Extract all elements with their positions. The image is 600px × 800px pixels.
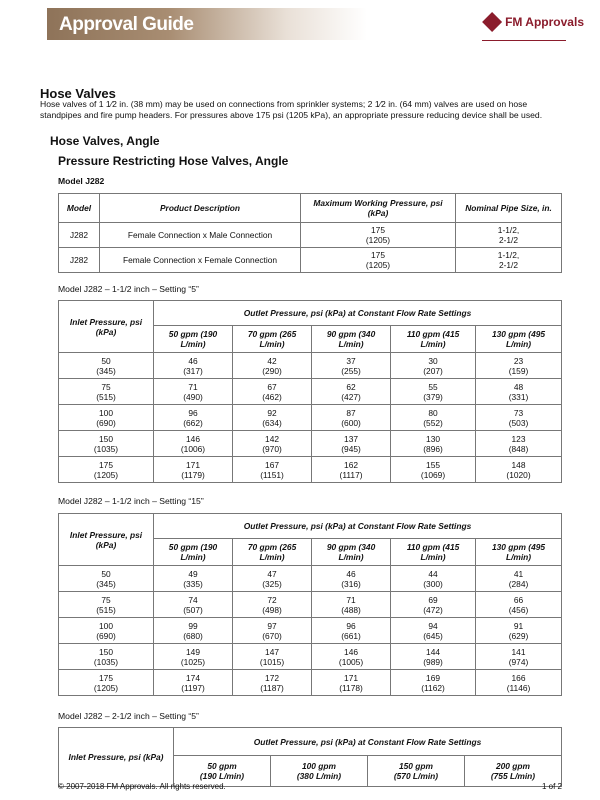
table-row xyxy=(59,592,562,618)
value-line: L/min) xyxy=(338,339,364,349)
value-line: 150 xyxy=(99,646,113,657)
outlet-pressure-header: Outlet Pressure, psi (kPa) at Constant Flow Rate Settings xyxy=(154,301,562,326)
table-row xyxy=(59,379,562,405)
value-line: (1205) xyxy=(93,682,119,693)
value-line: (848) xyxy=(508,443,529,454)
pressure-cell: 175 (1205) xyxy=(301,248,456,273)
value-line: 144 xyxy=(426,646,441,657)
outlet-pressure-cell xyxy=(154,644,233,670)
value-line: (1005) xyxy=(338,656,364,667)
outlet-pressure-cell xyxy=(154,405,233,431)
subsubsection-title: Pressure Restricting Hose Valves, Angle xyxy=(58,154,289,168)
subsection-title: Hose Valves, Angle xyxy=(50,134,160,148)
value-line: 71 xyxy=(188,381,198,392)
value-line: 172 xyxy=(265,672,280,683)
value-line: L/min) xyxy=(420,339,446,349)
value-line: 90 gpm (340 xyxy=(326,329,376,339)
table-row xyxy=(59,644,562,670)
value-line: 100 gpm xyxy=(301,761,336,772)
value-line: L/min) xyxy=(505,552,532,562)
outlet-pressure-cell xyxy=(476,379,562,405)
inlet-pressure-cell xyxy=(59,644,154,670)
outlet-pressure-cell xyxy=(154,353,233,379)
value-line: 97 xyxy=(267,620,277,631)
flow-rate-header xyxy=(233,326,312,353)
outlet-pressure-cell xyxy=(476,644,562,670)
value-line: (670) xyxy=(262,630,282,641)
outlet-pressure-cell xyxy=(154,379,233,405)
value-line: 96 xyxy=(188,407,198,418)
header-row xyxy=(59,301,562,326)
outlet-pressure-cell xyxy=(476,353,562,379)
value-line: (690) xyxy=(96,417,116,428)
outlet-pressure-cell xyxy=(476,405,562,431)
description-cell: Female Connection x Male Connection xyxy=(100,223,301,248)
value-line: (1020) xyxy=(506,469,531,480)
value-line: (335) xyxy=(183,578,203,589)
outlet-pressure-cell xyxy=(391,457,476,483)
value-line: (284) xyxy=(508,578,529,589)
logo-text: FM Approvals xyxy=(505,15,584,29)
value-line: 167 xyxy=(265,459,280,470)
outlet-pressure-cell xyxy=(476,566,562,592)
value-line: 23 xyxy=(513,355,524,366)
outlet-pressure-cell xyxy=(476,592,562,618)
value-line: 110 gpm (415 xyxy=(406,329,460,339)
value-line: (503) xyxy=(508,417,529,428)
value-line: (690) xyxy=(96,630,116,641)
value-line: 44 xyxy=(428,568,438,579)
value-line: (345) xyxy=(96,578,116,589)
outlet-pressure-cell xyxy=(233,592,312,618)
col-header-model: Model xyxy=(59,194,100,223)
value-line: (755 L/min) xyxy=(490,771,536,782)
value-line: (1015) xyxy=(259,656,285,667)
value-line: (498) xyxy=(262,604,282,615)
table-row xyxy=(59,353,562,379)
value-line: 50 gpm (190 xyxy=(168,329,218,339)
table-row xyxy=(59,405,562,431)
table-row xyxy=(59,618,562,644)
value-line: 146 xyxy=(344,646,359,657)
value-line: (600) xyxy=(341,417,361,428)
inlet-pressure-header: Inlet Pressure, psi (kPa) xyxy=(59,728,174,787)
table-row xyxy=(59,248,562,273)
value-line: (1035) xyxy=(93,656,119,667)
model-table xyxy=(58,193,562,273)
copyright: © 2007-2018 FM Approvals. All rights reserved. xyxy=(58,782,226,791)
value-line: 130 gpm (495 xyxy=(491,329,546,339)
value-line: 110 gpm (415 xyxy=(406,542,460,552)
value-line: 148 xyxy=(511,459,526,470)
outlet-pressure-cell xyxy=(233,670,312,696)
value-line: 130 xyxy=(426,433,441,444)
value-line: (462) xyxy=(262,391,282,402)
fm-approvals-logo xyxy=(482,12,584,32)
outlet-pressure-cell xyxy=(476,431,562,457)
outlet-pressure-cell xyxy=(154,457,233,483)
value-line: 150 gpm xyxy=(398,761,433,772)
outlet-pressure-cell xyxy=(312,457,391,483)
value-line: (515) xyxy=(96,604,116,615)
value-line: 92 xyxy=(267,407,277,418)
value-line: 74 xyxy=(188,594,198,605)
table-label: Model J282 – 1-1/2 inch – Setting “15” xyxy=(58,496,204,506)
value-line: 41 xyxy=(513,568,524,579)
outlet-pressure-cell xyxy=(391,379,476,405)
value-line: (1025) xyxy=(180,656,206,667)
flow-rate-header xyxy=(367,756,464,787)
value-line: 175 xyxy=(99,672,113,683)
value-line: 66 xyxy=(513,594,524,605)
flow-table-2-5-inch-setting-5 xyxy=(58,727,562,787)
value-line: 70 gpm (265 xyxy=(247,542,297,552)
outlet-pressure-cell xyxy=(391,566,476,592)
outlet-pressure-cell xyxy=(312,618,391,644)
inlet-pressure-cell xyxy=(59,405,154,431)
outlet-pressure-cell xyxy=(233,566,312,592)
value-line: (472) xyxy=(423,604,443,615)
value-line: (1178) xyxy=(339,682,363,693)
value-line: (300) xyxy=(423,578,443,589)
value-line: 91 xyxy=(513,620,524,631)
outlet-pressure-header: Outlet Pressure, psi (kPa) at Constant Flow Rate Settings xyxy=(174,728,562,756)
outlet-pressure-cell xyxy=(391,618,476,644)
value-line: 137 xyxy=(344,433,359,444)
value-line: 146 xyxy=(186,433,200,444)
value-line: 48 xyxy=(513,381,524,392)
inlet-pressure-cell xyxy=(59,618,154,644)
value-line: 200 gpm xyxy=(495,761,530,772)
value-line: 169 xyxy=(426,672,441,683)
value-line: (662) xyxy=(183,417,203,428)
value-line: 37 xyxy=(346,355,356,366)
flow-rate-header xyxy=(391,326,476,353)
inlet-pressure-cell xyxy=(59,670,154,696)
outlet-pressure-cell xyxy=(154,431,233,457)
outlet-pressure-cell xyxy=(154,670,233,696)
value-line: 175 xyxy=(99,459,113,470)
value-line: (316) xyxy=(341,578,361,589)
value-line: (207) xyxy=(423,365,443,376)
outlet-pressure-cell xyxy=(233,431,312,457)
value-line: (1146) xyxy=(506,682,531,693)
outlet-pressure-cell xyxy=(154,592,233,618)
value-line: 73 xyxy=(513,407,524,418)
header-row xyxy=(59,728,562,756)
value-line: (380 L/min) xyxy=(296,771,342,782)
description-cell: Female Connection x Female Connection xyxy=(100,248,301,273)
value-line: (945) xyxy=(341,443,361,454)
inlet-pressure-header: Inlet Pressure, psi (kPa) xyxy=(59,301,154,353)
value-line: (629) xyxy=(508,630,529,641)
value-line: (1117) xyxy=(339,469,363,480)
table-row xyxy=(59,670,562,696)
value-line: (379) xyxy=(423,391,443,402)
value-line: (331) xyxy=(508,391,529,402)
model-label: Model J282 xyxy=(58,176,105,186)
flow-rate-header xyxy=(391,539,476,566)
value-line: 94 xyxy=(428,620,438,631)
value-line: (507) xyxy=(183,604,203,615)
value-line: 72 xyxy=(267,594,277,605)
outlet-pressure-cell xyxy=(391,644,476,670)
flow-rate-header xyxy=(476,326,562,353)
outlet-pressure-cell xyxy=(154,618,233,644)
inlet-pressure-cell xyxy=(59,566,154,592)
value-line: 155 xyxy=(426,459,441,470)
value-line: (680) xyxy=(183,630,203,641)
value-line: 171 xyxy=(344,672,359,683)
value-line: (1179) xyxy=(181,469,205,480)
inlet-pressure-cell xyxy=(59,353,154,379)
logo-underline xyxy=(482,40,566,41)
value-line: 80 xyxy=(428,407,438,418)
outlet-pressure-cell xyxy=(312,431,391,457)
value-line: 100 xyxy=(99,407,113,418)
value-line: 75 xyxy=(101,381,111,392)
value-line: (1197) xyxy=(181,682,205,693)
value-line: L/min) xyxy=(259,339,285,349)
value-line: 69 xyxy=(428,594,438,605)
outlet-pressure-cell xyxy=(154,566,233,592)
outlet-pressure-cell xyxy=(312,592,391,618)
value-line: (290) xyxy=(262,365,282,376)
value-line: 171 xyxy=(186,459,200,470)
value-line: 96 xyxy=(346,620,356,631)
table-row xyxy=(59,431,562,457)
model-cell: J282 xyxy=(59,223,100,248)
value-line: 62 xyxy=(346,381,356,392)
outlet-pressure-cell xyxy=(312,566,391,592)
value-line: 50 gpm xyxy=(207,761,237,772)
value-line: L/min) xyxy=(420,552,446,562)
value-line: L/min) xyxy=(180,552,206,562)
value-line: (1006) xyxy=(180,443,206,454)
value-line: 142 xyxy=(265,433,280,444)
value-line: L/min) xyxy=(505,339,532,349)
inlet-pressure-cell xyxy=(59,431,154,457)
value-line: (325) xyxy=(262,578,282,589)
pipe-size-cell: 1-1/2, 2-1/2 xyxy=(456,223,562,248)
outlet-pressure-cell xyxy=(233,618,312,644)
outlet-pressure-cell xyxy=(312,405,391,431)
table-row xyxy=(59,223,562,248)
header-row xyxy=(59,514,562,539)
value-line: 147 xyxy=(265,646,280,657)
value-line: L/min) xyxy=(180,339,206,349)
outlet-pressure-cell xyxy=(233,405,312,431)
value-line: (190 L/min) xyxy=(199,771,245,782)
value-line: (1187) xyxy=(260,682,284,693)
value-line: 30 xyxy=(428,355,438,366)
pressure-cell: 175 (1205) xyxy=(301,223,456,248)
value-line: (345) xyxy=(96,365,116,376)
value-line: 123 xyxy=(511,433,526,444)
col-header-pipe-size: Nominal Pipe Size, in. xyxy=(456,194,562,223)
value-line: (515) xyxy=(96,391,116,402)
value-line: 55 xyxy=(428,381,438,392)
value-line: (645) xyxy=(423,630,443,641)
value-line: 46 xyxy=(188,355,198,366)
value-line: L/min) xyxy=(259,552,285,562)
outlet-pressure-cell xyxy=(233,353,312,379)
page-number: 1 of 2 xyxy=(541,782,562,791)
value-line: 71 xyxy=(346,594,356,605)
flow-rate-header xyxy=(312,539,391,566)
inlet-pressure-cell xyxy=(59,457,154,483)
outlet-pressure-cell xyxy=(312,644,391,670)
outlet-pressure-header: Outlet Pressure, psi (kPa) at Constant Flow Rate Settings xyxy=(154,514,562,539)
outlet-pressure-cell xyxy=(391,353,476,379)
flow-table-1-5-inch-setting-15 xyxy=(58,513,562,696)
value-line: 75 xyxy=(101,594,111,605)
value-line: 47 xyxy=(267,568,277,579)
value-line: 150 xyxy=(99,433,113,444)
value-line: 50 gpm (190 xyxy=(168,542,218,552)
inlet-pressure-header: Inlet Pressure, psi (kPa) xyxy=(59,514,154,566)
value-line: (488) xyxy=(341,604,361,615)
value-line: 70 gpm (265 xyxy=(247,329,297,339)
value-line: (1035) xyxy=(93,443,119,454)
flow-rate-header xyxy=(233,539,312,566)
flow-rate-header xyxy=(312,326,391,353)
inlet-pressure-cell xyxy=(59,592,154,618)
guide-title: Approval Guide xyxy=(59,14,194,35)
outlet-pressure-cell xyxy=(391,431,476,457)
value-line: 166 xyxy=(511,672,526,683)
value-line: (317) xyxy=(183,365,203,376)
value-line: (427) xyxy=(341,391,361,402)
intro-paragraph: Hose valves of 1 1⁄2 in. (38 mm) may be used on connections from sprinkler systems; 2 1⁄2 in. (64 mm) valves are used on hose standpipes and fire pump headers. For pressures above 175 psi (1205 kPa), an appropriate pressure reducing device shall be used. xyxy=(40,99,543,120)
value-line: 130 gpm (495 xyxy=(491,542,546,552)
value-line: (1162) xyxy=(421,682,445,693)
value-line: 90 gpm (340 xyxy=(326,542,376,552)
value-line: (255) xyxy=(341,365,361,376)
value-line: 87 xyxy=(346,407,356,418)
value-line: 149 xyxy=(186,646,200,657)
outlet-pressure-cell xyxy=(233,457,312,483)
value-line: (490) xyxy=(183,391,203,402)
value-line: 174 xyxy=(186,672,200,683)
model-cell: J282 xyxy=(59,248,100,273)
outlet-pressure-cell xyxy=(476,670,562,696)
outlet-pressure-cell xyxy=(391,592,476,618)
value-line: (1151) xyxy=(260,469,284,480)
value-line: 49 xyxy=(188,568,198,579)
value-line: L/min) xyxy=(338,552,364,562)
value-line: 162 xyxy=(344,459,359,470)
outlet-pressure-cell xyxy=(476,618,562,644)
guide-banner xyxy=(47,8,367,40)
table-row xyxy=(59,566,562,592)
value-line: (570 L/min) xyxy=(393,771,439,782)
value-line: (989) xyxy=(423,656,443,667)
value-line: (974) xyxy=(508,656,529,667)
value-line: (552) xyxy=(423,417,443,428)
value-line: (1205) xyxy=(93,469,119,480)
value-line: 46 xyxy=(346,568,356,579)
col-header-pressure: Maximum Working Pressure, psi (kPa) xyxy=(301,194,456,223)
col-header-description: Product Description xyxy=(100,194,301,223)
fm-diamond-icon xyxy=(482,12,502,32)
value-line: 42 xyxy=(267,355,277,366)
value-line: (896) xyxy=(423,443,443,454)
outlet-pressure-cell xyxy=(476,457,562,483)
outlet-pressure-cell xyxy=(391,670,476,696)
outlet-pressure-cell xyxy=(233,644,312,670)
value-line: 99 xyxy=(188,620,198,631)
flow-rate-header xyxy=(476,539,562,566)
outlet-pressure-cell xyxy=(233,379,312,405)
value-line: (970) xyxy=(262,443,282,454)
table-label: Model J282 – 1-1/2 inch – Setting “5” xyxy=(58,284,199,294)
outlet-pressure-cell xyxy=(312,353,391,379)
value-line: (634) xyxy=(262,417,282,428)
value-line: 50 xyxy=(101,355,111,366)
outlet-pressure-cell xyxy=(312,379,391,405)
value-line: 50 xyxy=(101,568,111,579)
flow-rate-header xyxy=(154,326,233,353)
flow-table-1-5-inch-setting-5 xyxy=(58,300,562,483)
outlet-pressure-cell xyxy=(312,670,391,696)
value-line: (661) xyxy=(341,630,361,641)
inlet-pressure-cell xyxy=(59,379,154,405)
table-row xyxy=(59,457,562,483)
value-line: 67 xyxy=(267,381,277,392)
value-line: 141 xyxy=(511,646,526,657)
value-line: 100 xyxy=(99,620,113,631)
value-line: (456) xyxy=(508,604,529,615)
value-line: (159) xyxy=(508,365,529,376)
outlet-pressure-cell xyxy=(391,405,476,431)
flow-rate-header xyxy=(270,756,367,787)
section-title: Hose Valves xyxy=(40,86,116,101)
flow-rate-header xyxy=(154,539,233,566)
table-label: Model J282 – 2-1/2 inch – Setting “5” xyxy=(58,711,199,721)
pipe-size-cell: 1-1/2, 2-1/2 xyxy=(456,248,562,273)
value-line: (1069) xyxy=(420,469,446,480)
